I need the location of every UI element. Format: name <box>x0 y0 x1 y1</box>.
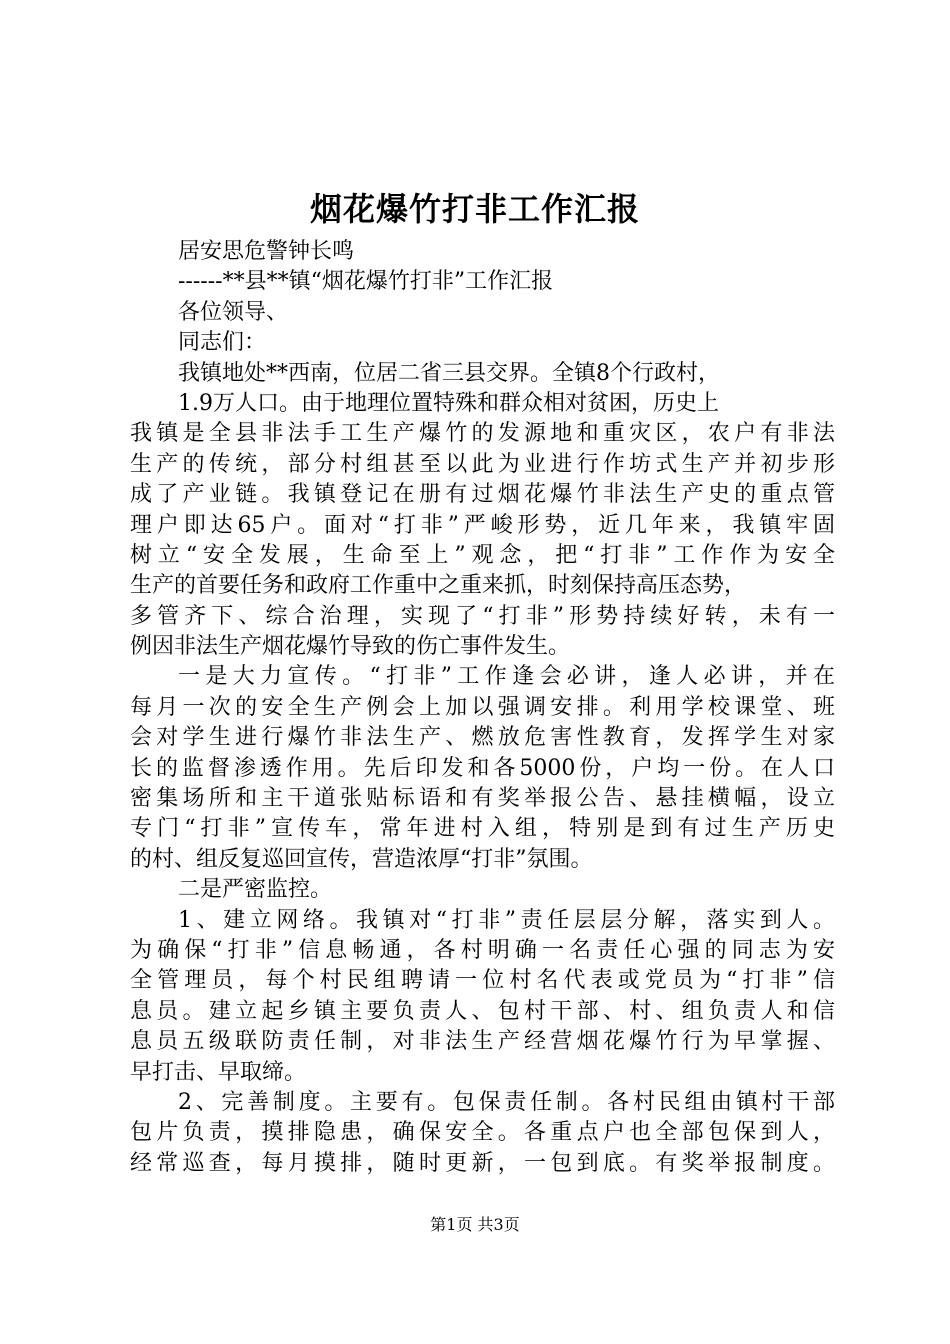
paragraph-line: 息员。建立起乡镇主要负责人、包村干部、村、组负责人和信 <box>130 998 835 1024</box>
paragraph-line: 早打击、早取缔。 <box>130 1059 307 1085</box>
paragraph-line: 会对学生进行爆竹非法生产、燃放危害性教育，发挥学生对家 <box>130 725 835 751</box>
paragraph-line: 包片负责，摸排隐患，确保安全。各重点户也全部包保到人， <box>130 1120 835 1146</box>
document-title: 烟花爆竹打非工作汇报 <box>309 190 640 228</box>
paragraph-line: 理户即达65户。面对“打非”严峻形势，近几年来，我镇牢固 <box>130 512 835 538</box>
paragraph-line: 2、完善制度。主要有。包保责任制。各村民组由镇村干部 <box>178 1089 835 1115</box>
paragraph-line: 我镇地处**西南，位居二省三县交界。全镇8个行政村， <box>178 360 720 386</box>
paragraph-line: 成了产业链。我镇登记在册有过烟花爆竹非法生产史的重点管 <box>130 482 835 508</box>
paragraph-line: 1、建立网络。我镇对“打非”责任层层分解，落实到人。 <box>178 907 835 933</box>
page-footer: 第1页 共3页 <box>430 1215 520 1234</box>
paragraph-line: 例因非法生产烟花爆竹导致的伤亡事件发生。 <box>130 634 571 660</box>
paragraph-line: 我镇是全县非法手工生产爆竹的发源地和重灾区，农户有非法 <box>130 421 835 447</box>
salutation-line: 各位领导、 <box>178 299 289 325</box>
document-body <box>130 237 835 1179</box>
section-heading-line: 二是严密监控。 <box>178 877 333 903</box>
paragraph-line: 专门“打非”宣传车，常年进村入组，特别是到有过生产历史 <box>130 816 835 842</box>
paragraph-line: 密集场所和主干道张贴标语和有奖举报公告、悬挂横幅，设立 <box>130 786 835 812</box>
paragraph-line: 生产的首要任务和政府工作重中之重来抓，时刻保持高压态势， <box>130 573 747 599</box>
paragraph-line: 多管齐下、综合治理，实现了“打非”形势持续好转，未有一 <box>130 603 835 629</box>
paragraph-line: 的村、组反复巡回宣传，营造浓厚“打非”氛围。 <box>130 846 593 872</box>
paragraph-line: 生产的传统，部分村组甚至以此为业进行作坊式生产并初步形 <box>130 451 835 477</box>
paragraph-line: 每月一次的安全生产例会上加以强调安排。利用学校课堂、班 <box>130 694 835 720</box>
subtitle-line: 居安思危警钟长鸣 <box>178 239 355 264</box>
paragraph-line: 为确保“打非”信息畅通，各村明确一名责任心强的同志为安 <box>130 937 835 963</box>
paragraph-line: 一是大力宣传。“打非”工作逢会必讲，逢人必讲，并在 <box>178 664 835 690</box>
paragraph-line: 1.9万人口。由于地理位置特殊和群众相对贫困，历史上 <box>178 390 719 416</box>
paragraph-line: 树立“安全发展，生命至上”观念，把“打非”工作作为安全 <box>130 542 835 568</box>
paragraph-line: 经常巡查，每月摸排，随时更新，一包到底。有奖举报制度。 <box>130 1150 835 1176</box>
subtitle-line: ------**县**镇“烟花爆竹打非”工作汇报 <box>178 269 554 295</box>
paragraph-line: 长的监督渗透作用。先后印发和各5000份，户均一份。在人口 <box>130 755 835 781</box>
paragraph-line: 全管理员，每个村民组聘请一位村名代表或党员为“打非”信 <box>130 968 835 994</box>
paragraph-line: 息员五级联防责任制，对非法生产经营烟花爆竹行为早掌握、 <box>130 1029 835 1055</box>
salutation-line: 同志们： <box>178 330 267 356</box>
